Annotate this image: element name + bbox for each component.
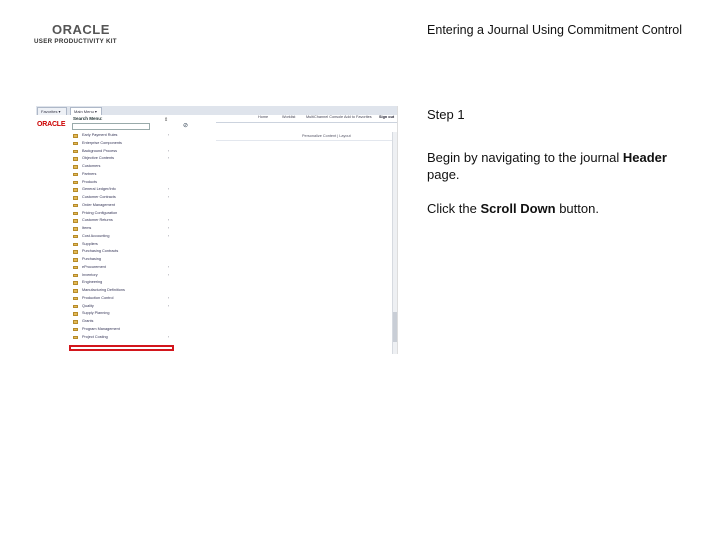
menu-item-label: eProcurement: [82, 264, 106, 269]
menu-item-label: Manufacturing Definitions: [82, 288, 125, 292]
folder-icon: [73, 289, 78, 293]
menu-item[interactable]: [70, 334, 174, 342]
folder-icon: [73, 196, 78, 200]
menu-item[interactable]: [70, 326, 174, 334]
chevron-right-icon: ›: [168, 272, 170, 277]
menu-item-label: Customer Contracts: [82, 195, 116, 199]
menu-item-label: Objective Contents: [82, 156, 115, 161]
instruction-text: Begin by navigating to the journal: [427, 150, 623, 165]
chevron-right-icon: ›: [168, 187, 170, 192]
menu-item-label: Cost Accounting: [82, 233, 110, 238]
menu-item[interactable]: [70, 140, 174, 148]
chevron-right-icon: ›: [168, 148, 170, 153]
menu-item-label: Enterprise Components: [82, 140, 122, 145]
instruction-navigate: [427, 149, 667, 183]
menu-item-label: Program Management: [82, 326, 120, 331]
oracle-brand-small: ORACLE: [37, 121, 66, 128]
folder-icon: [73, 173, 78, 177]
menu-item-label: Suppliers: [82, 241, 98, 246]
folder-icon: [73, 227, 78, 231]
chevron-right-icon: ›: [168, 156, 170, 161]
oracle-upk-logo: [34, 22, 124, 48]
logo-product: USER PRODUCTIVITY KIT: [34, 38, 117, 45]
menu-item-label: Grants: [82, 319, 94, 323]
instruction-bold: Header: [622, 150, 667, 165]
menu-item[interactable]: [70, 233, 174, 241]
link-multichannel-console[interactable]: MultiChannel Console: [306, 115, 344, 119]
menu-item-label: Quality: [82, 303, 94, 308]
search-row: [70, 122, 189, 132]
menu-item-label: Background Process: [82, 148, 118, 153]
link-add-to-favorites[interactable]: Add to Favorites: [344, 115, 372, 119]
menu-item[interactable]: [70, 256, 174, 264]
link-home[interactable]: Home: [258, 115, 269, 119]
menu-item-label: Production Control: [82, 295, 114, 300]
chevron-right-icon: ›: [168, 295, 170, 300]
menu-item[interactable]: [70, 310, 174, 318]
instruction-text: Click the: [427, 201, 481, 216]
folder-icon: [73, 235, 78, 239]
menu-item[interactable]: [70, 287, 174, 295]
folder-icon: [73, 142, 78, 146]
menu-item-label: Pricing Configuration: [82, 210, 118, 215]
tab-favorites[interactable]: Favorites ▾: [37, 107, 67, 115]
menu-item[interactable]: [70, 264, 174, 272]
menu-item-label: Inventory: [82, 272, 98, 277]
menu-item[interactable]: [70, 194, 174, 202]
instruction-text: button.: [555, 201, 599, 216]
menu-item[interactable]: [70, 148, 174, 156]
menu-item-label: Purchasing: [82, 257, 101, 261]
menu-item[interactable]: [70, 132, 174, 140]
folder-icon: [73, 258, 78, 262]
search-menu-label: Search Menu:: [73, 116, 103, 121]
menu-item-label: Customers: [82, 164, 101, 168]
menu-item[interactable]: [70, 225, 174, 233]
folder-icon: [73, 219, 78, 223]
folder-icon: [73, 266, 78, 270]
folder-icon: [73, 134, 78, 138]
link-worklist[interactable]: Worklist: [282, 115, 296, 119]
search-input[interactable]: [72, 123, 150, 130]
folder-icon: [73, 328, 78, 332]
folder-icon: [73, 312, 78, 316]
search-go-icon[interactable]: ⊘: [183, 123, 189, 129]
folder-icon: [73, 243, 78, 247]
menu-expand-icon[interactable]: ⇕: [164, 117, 169, 123]
folder-icon: [73, 165, 78, 169]
menu-item[interactable]: [70, 186, 174, 194]
chevron-right-icon: ›: [168, 133, 170, 137]
menu-item-label: Order Management: [82, 202, 115, 207]
folder-icon: [73, 188, 78, 192]
tab-main-menu[interactable]: Main Menu ▾: [70, 107, 102, 115]
menu-item[interactable]: [70, 202, 174, 210]
chevron-right-icon: ›: [168, 264, 170, 269]
menu-item-label: Products: [82, 179, 97, 184]
menu-item-label: Customer Returns: [82, 218, 113, 223]
instruction-click: [427, 200, 687, 217]
menu-item[interactable]: [70, 179, 174, 187]
instruction-bold: Scroll Down: [480, 201, 556, 216]
chevron-right-icon: ›: [168, 195, 170, 199]
folder-icon: [73, 336, 78, 340]
menu-item[interactable]: [70, 217, 174, 225]
menu-item[interactable]: [70, 295, 174, 303]
step-label: Step 1: [427, 107, 465, 122]
menu-item-label: Items: [82, 226, 92, 230]
menu-item[interactable]: [70, 318, 174, 326]
folder-icon: [73, 181, 78, 185]
folder-icon: [73, 274, 78, 278]
menu-item-label: Purchasing Contracts: [82, 249, 119, 254]
personalize-content-link[interactable]: Personalize Content | Layout: [302, 134, 351, 138]
folder-icon: [73, 320, 78, 324]
menu-item[interactable]: [70, 210, 174, 218]
menu-item[interactable]: [70, 163, 174, 171]
menu-item[interactable]: [70, 303, 174, 311]
folder-icon: [73, 204, 78, 208]
scrollbar-thumb[interactable]: [393, 312, 397, 342]
document-title: Entering a Journal Using Commitment Control: [427, 23, 682, 37]
scroll-down-button[interactable]: [69, 345, 174, 351]
menu-item-label: Supply Planning: [82, 311, 110, 316]
chevron-right-icon: ›: [168, 334, 170, 339]
folder-icon: [73, 150, 78, 154]
menu-item[interactable]: [70, 272, 174, 280]
menu-item-label: Early Payment Rules: [82, 133, 118, 137]
chevron-right-icon: ›: [168, 303, 170, 308]
folder-icon: [73, 305, 78, 309]
chevron-right-icon: ›: [168, 233, 170, 238]
menu-item[interactable]: [70, 171, 174, 179]
menu-item-label: General Ledger/Info: [82, 187, 116, 192]
link-sign-out[interactable]: Sign out: [379, 115, 395, 119]
folder-icon: [73, 212, 78, 216]
menu-item-label: Engineering: [82, 280, 103, 285]
menu-item[interactable]: [70, 279, 174, 287]
menu-item[interactable]: [70, 248, 174, 256]
divider: [216, 140, 392, 141]
menu-item[interactable]: [70, 241, 174, 249]
vertical-scrollbar[interactable]: [392, 132, 397, 354]
logo-brand: ORACLE: [52, 22, 110, 37]
top-navigation: [216, 114, 398, 123]
application-screenshot: [36, 106, 398, 354]
folder-icon: [73, 297, 78, 301]
instruction-text: page.: [427, 167, 460, 182]
menu-item-label: Partners: [82, 171, 97, 176]
folder-icon: [73, 250, 78, 254]
folder-icon: [73, 281, 78, 285]
chevron-right-icon: ›: [168, 226, 170, 230]
folder-icon: [73, 157, 78, 161]
menu-item[interactable]: [70, 155, 174, 163]
chevron-right-icon: ›: [168, 218, 170, 223]
menu-item-label: Project Costing: [82, 334, 108, 339]
